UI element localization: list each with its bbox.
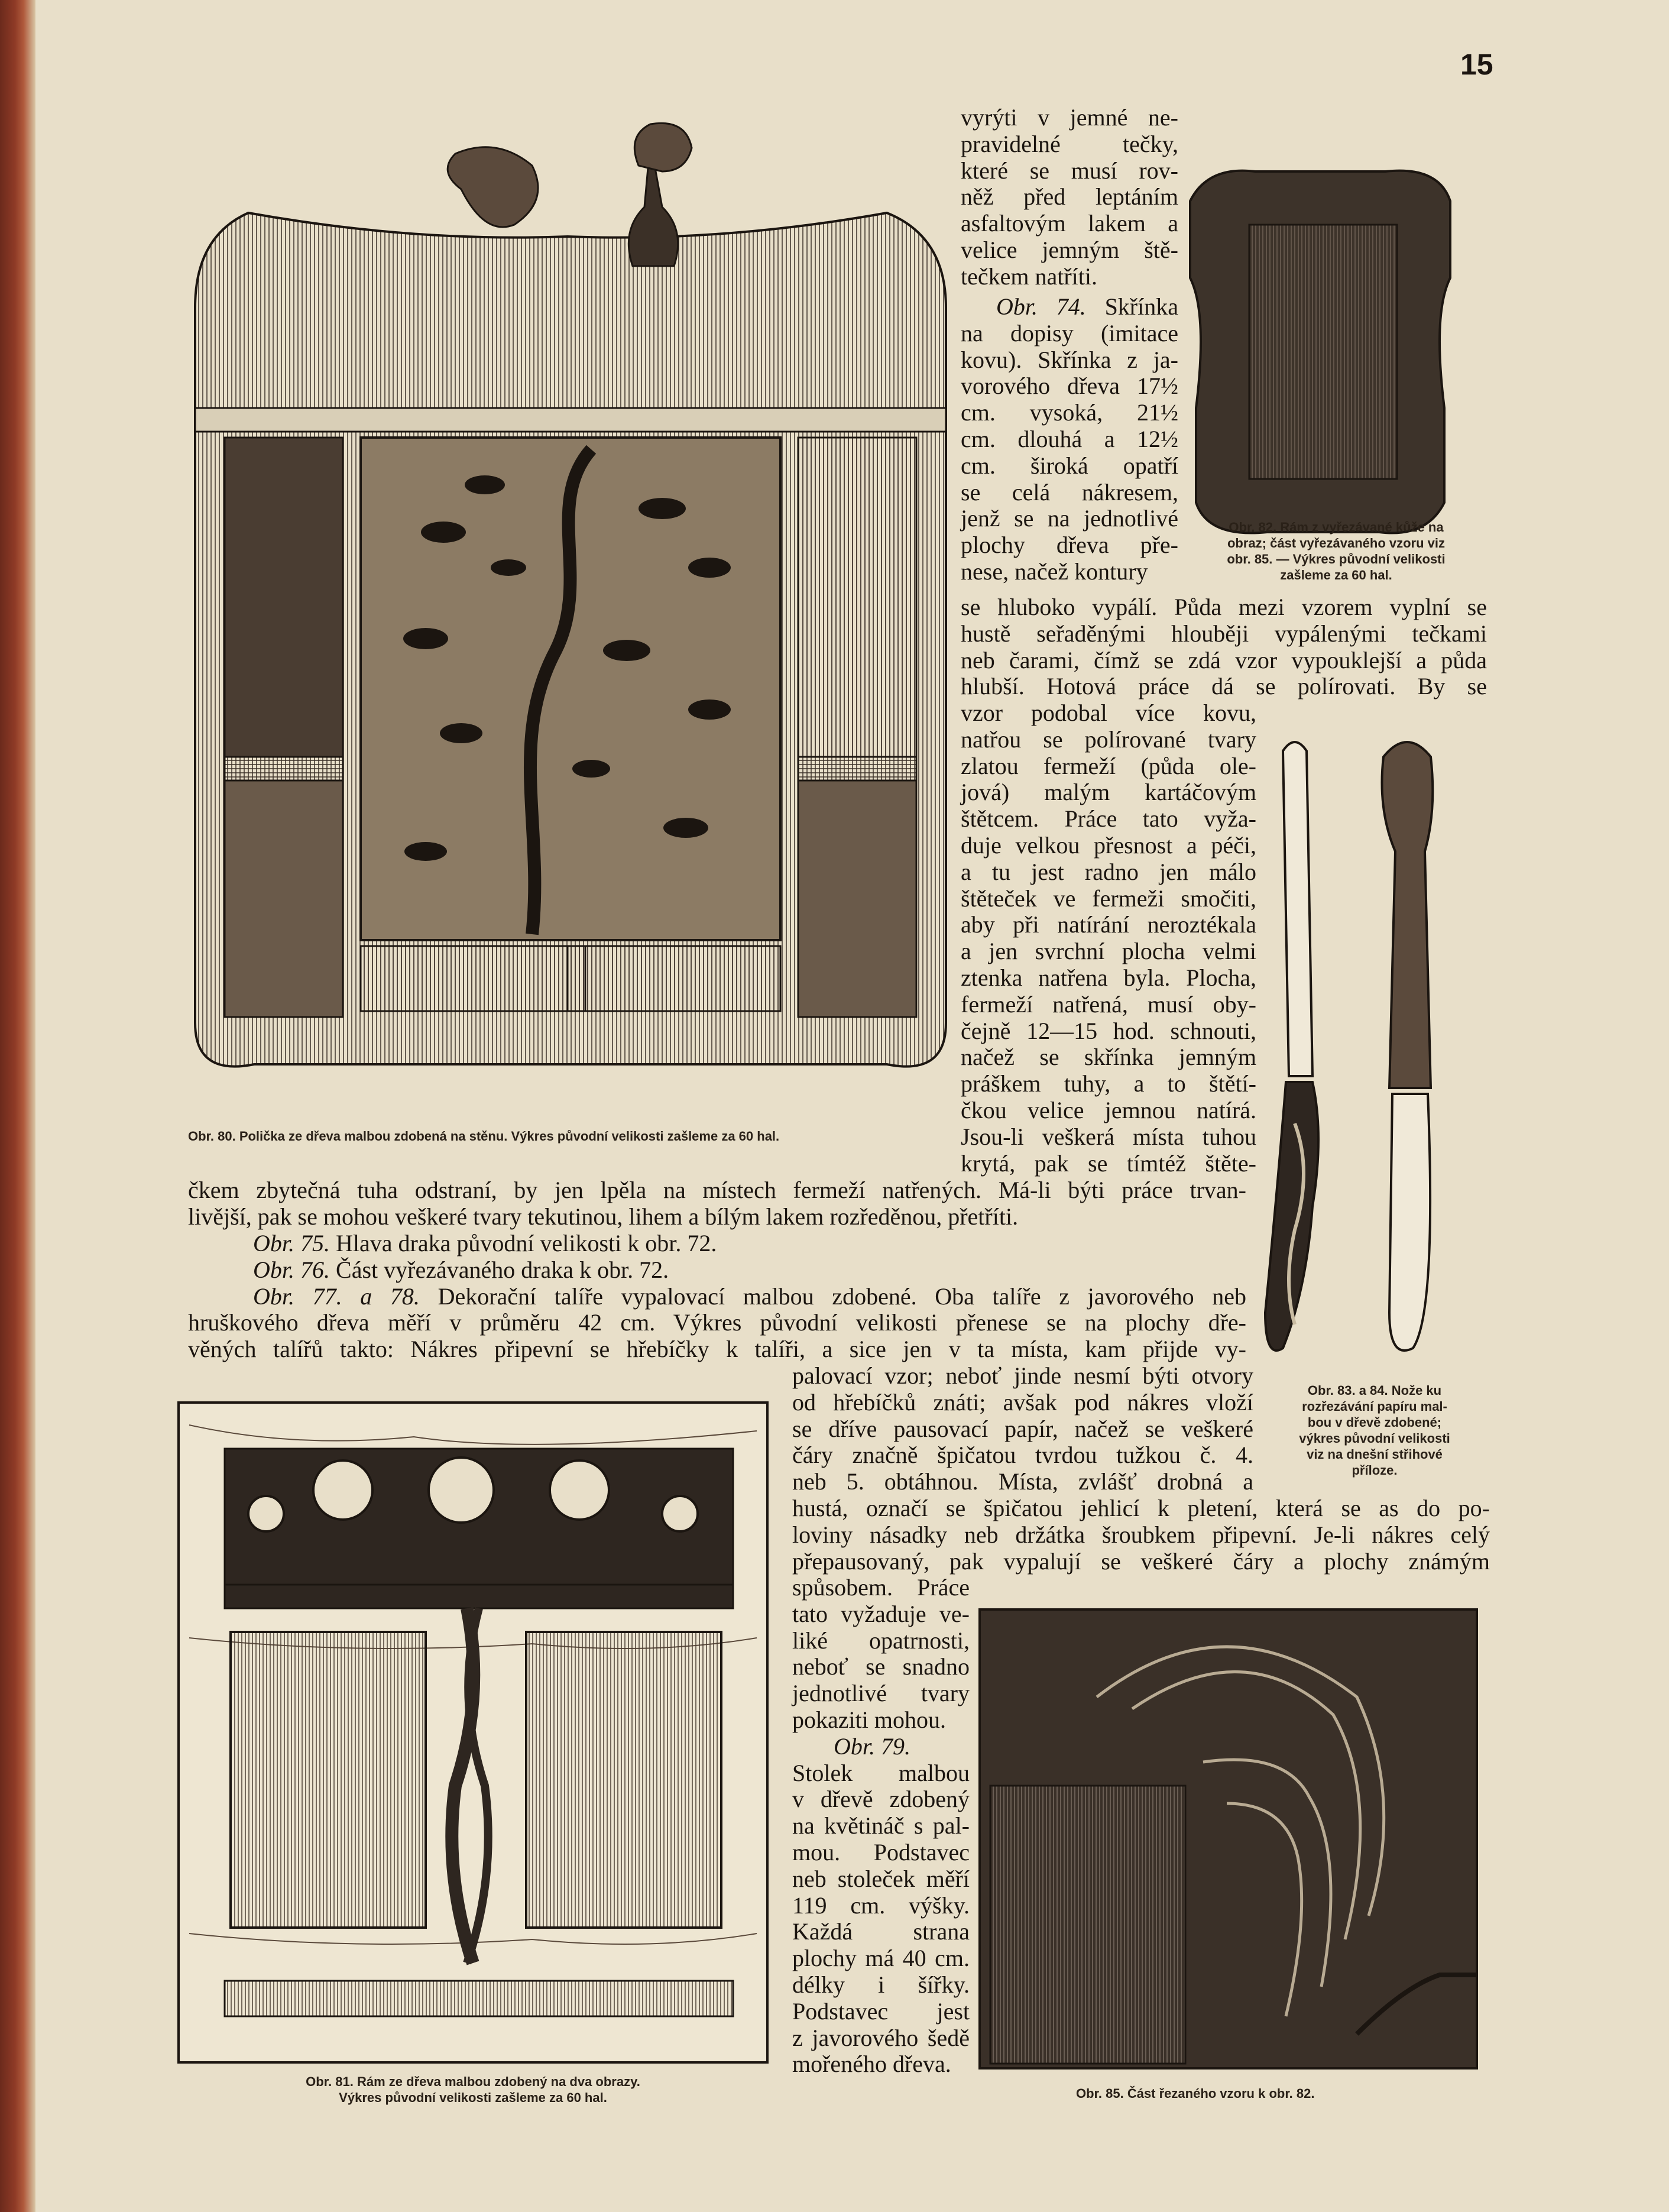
figure-81-caption: Obr. 81. Rám ze dřeva malbou zdobený na dva obrazy. Výkres původní velikosti zašleme za 60 hal. [306,2074,640,2105]
obr74-first-line: Obr. 74. Skřínka [996,293,1178,320]
text-block-d: vzor podobal více kovu, natřou se polírované tvary zlatou fermeží (půda ole- jová) malým kartáčovým štětcem. Práce tato vyža- duje velkou přesnost a péči, a tu jest radno jen málo štěteček ve fermeži smočiti, aby při natírání neroztékala a jen svrchní plocha velmi ztenka natřena byla. Plocha, fermeží natřená, musí oby- čejně 12—15 hod. schnouti, načež se skřínka jemným práškem tuhy, a to štětí- čkou velice jemnou natírá. Jsou-li veškerá místa tuhou krytá, pak se tímtéž štěte- [961,699,1256,1177]
leather-frame-illustration [1184,160,1456,538]
figure-83-84-paper-knives [1259,721,1478,1372]
obr75-line: Obr. 75. Hlava draka původní velikosti k obr. 72. [253,1230,717,1256]
double-frame-illustration [177,1401,769,2064]
text-block-b-obr74: Obr. 74. Skřínka na dopisy (imitace kovu). Skřínka z ja- vorového dřeva 17½ cm. vysoká, 21½ cm. dlouhá a 12½ cm. široká opatří se celá nákresem, jenž se na jednotlivé plochy dřeva pře- nese, načež kontury [961,293,1178,585]
obr76-line: Obr. 76. Část vyřezávaného draka k obr. 72. [253,1256,669,1283]
text-block-g: palovací vzor; neboť jinde nesmí býti otvory od hřebíčků znáti; avšak pod nákres vloží se dříve pausovací papír, načež se veškeré čáry značně špičatou tvrdou tužkou č. 4. neb 5. obtáhnou. Místa, zvlášť drobná a [792,1362,1253,1495]
figure-85-carved-pattern [978,1608,1478,2070]
figure-81-double-frame [177,1401,769,2064]
paper-knives-illustration [1259,721,1478,1372]
text-block-a: vyrýti v jemné ne- pravidelné tečky, které se musí rov- něž před leptáním asfaltovým lakem a velice jemným ště- tečkem natříti. [961,104,1178,290]
book-binding-edge [0,0,35,2212]
text-block-i: spůsobem. Práce tato vyžaduje ve- liké opatrnosti, neboť se snadno jednotlivé tvary pokaziti mohou. Obr. 79. Stolek malbou v dřevě zdobený na květináč s pal- mou. Podstavec neb stoleček měří 119 cm. výšky. Každá strana plochy má 40 cm. délky i šířky. Podstavec jest z javorového šedě mořeného dřeva. [792,1574,970,2078]
figure-82-caption: Obr. 82. Rám z vyřezávané kůže na obraz; část vyřezávaného vzoru viz obr. 85. — Výkres původní velikosti zašleme za 60 hal. [1227,520,1446,582]
obr79-label: Obr. 79. [834,1732,911,1760]
text-block-c: se hluboko vypálí. Půda mezi vzorem vyplní se hustě seřaděnými hlouběji vypálenými tečkami neb čarami, čímž se zdá vzor vypouklejší a půda hlubší. Hotová práce dá se polírovati. By se [961,594,1487,700]
text-block-h: hustá, označí se špičatou jehlicí k pletení, která se as do po- loviny násadky neb držátka šroubkem připevní. Je-li nákres celý přepausovaný, pak vypalují se veškeré čáry a plochy známým [792,1495,1490,1575]
figure-85-caption: Obr. 85. Část řezaného vzoru k obr. 82. [1076,2086,1315,2101]
wall-shelf-illustration [177,118,964,1100]
obr77-line: Obr. 77. a 78. Dekorační talíře vypalovací malbou zdobené. Oba talíře z javorového neb [253,1282,1246,1310]
page-number: 15 [1460,48,1493,81]
figure-80-wall-shelf [177,118,964,1100]
carved-pattern-illustration [978,1608,1478,2070]
figure-80-caption: Obr. 80. Polička ze dřeva malbou zdobená na stěnu. Výkres původní velikosti zašleme za 60 hal. [188,1129,780,1144]
figure-82-leather-frame [1184,160,1456,538]
text-block-e: čkem zbytečná tuha odstraní, by jen lpěla na místech fermeží natřených. Má-li býti práce trvan- livější, pak se mohou veškeré tvary tekutinou, lihem a bílým lakem rozředěnou, přetříti. [188,1177,1246,1230]
figure-83-84-caption: Obr. 83. a 84. Nože ku rozřezávání papíru mal- bou v dřevě zdobené; výkres původní velikosti viz na dnešní střihové příloze. [1299,1383,1450,1478]
text-obr75-77: Obr. 75. Hlava draka původní velikosti k obr. 72. Obr. 76. Část vyřezávaného draka k obr. 72. Obr. 77. a 78. Dekorační talíře vypalovací malbou zdobené. Oba talíře z javorového neb hruškového dřeva měří v průměru 42 cm. Výkres původní velikosti přenese se na plochy dře- věných talířů takto: Nákres připevní se hřebíčky k talíři, a sice jen v ta místa, kam přijde vy- [188,1230,1246,1363]
